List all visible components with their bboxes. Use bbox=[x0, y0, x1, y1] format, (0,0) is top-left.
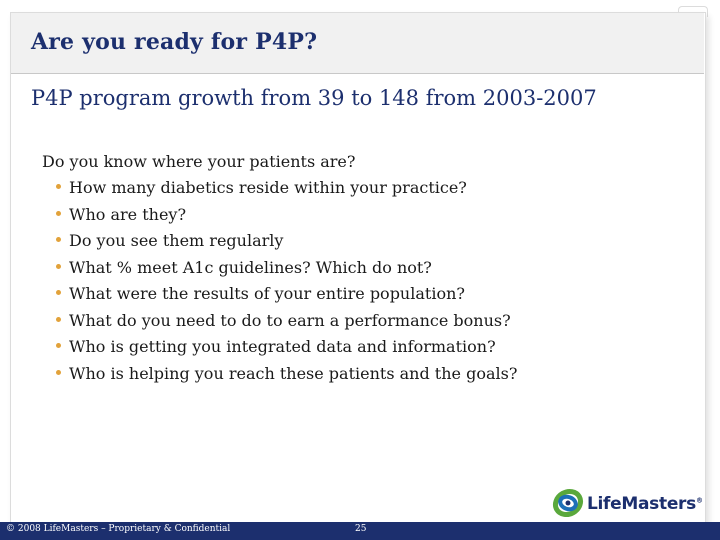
bullet-item bbox=[56, 311, 517, 338]
bullet-text: Who are they? bbox=[69, 204, 187, 224]
bullet-text: Do you see them regularly bbox=[69, 231, 284, 250]
bullet-text: Who is getting you integrated data and information? bbox=[69, 337, 496, 356]
page-number: 25 bbox=[355, 524, 367, 534]
bullet-dot-icon bbox=[56, 343, 61, 348]
title-divider bbox=[11, 73, 704, 74]
bullet-list bbox=[56, 178, 517, 390]
bullet-item bbox=[56, 364, 517, 391]
logo-text: LifeMasters® bbox=[587, 494, 703, 514]
bullet-item bbox=[56, 178, 517, 205]
slide-title: Are you ready for P4P? bbox=[31, 29, 318, 55]
bullet-dot-icon bbox=[56, 290, 61, 295]
bullet-dot-icon bbox=[56, 370, 61, 375]
bullet-text: What do you need to do to earn a performance bonus? bbox=[69, 310, 511, 330]
bullet-text: What were the results of your entire population? bbox=[69, 284, 465, 303]
bullet-item bbox=[56, 337, 517, 364]
slide-subtitle: P4P program growth from 39 to 148 from 2003-2007 bbox=[31, 86, 597, 110]
footer-copyright: © 2008 LifeMasters – Proprietary & Confidential bbox=[6, 524, 231, 534]
bullet-item bbox=[56, 258, 517, 285]
bullet-dot-icon bbox=[56, 264, 61, 269]
lead-question: Do you know where your patients are? bbox=[42, 152, 356, 171]
lifemasters-logo bbox=[551, 486, 701, 522]
bullet-item bbox=[56, 284, 517, 311]
bullet-dot-icon bbox=[56, 184, 61, 189]
bullet-dot-icon bbox=[56, 237, 61, 242]
bullet-item bbox=[56, 205, 517, 232]
bullet-dot-icon bbox=[56, 211, 61, 216]
bullet-dot-icon bbox=[56, 317, 61, 322]
lifemasters-swirl-icon bbox=[551, 486, 585, 520]
bullet-text: Who is helping you reach these patients and the goals? bbox=[69, 363, 518, 383]
bullet-text: What % meet A1c guidelines? Which do not? bbox=[69, 257, 432, 277]
bullet-text: How many diabetics reside within your practice? bbox=[69, 178, 467, 197]
bullet-item bbox=[56, 231, 517, 258]
